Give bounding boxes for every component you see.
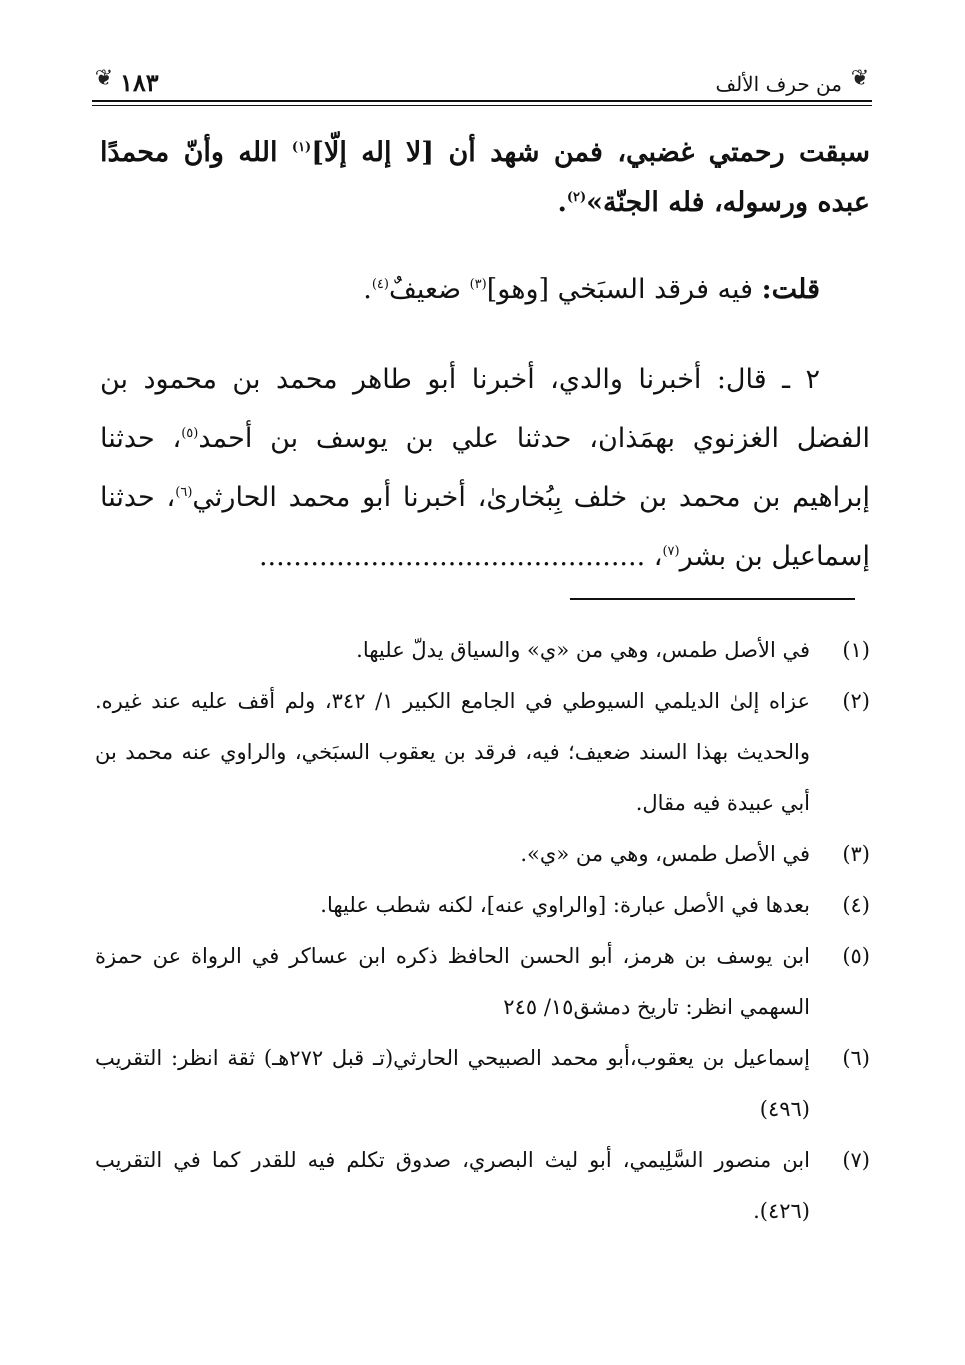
comment-text-2: ضعيفٌ [388, 274, 470, 305]
footnote-item [95, 625, 870, 676]
footnote-ref-2[interactable]: (٢) [566, 190, 587, 205]
footnote-item [95, 1135, 870, 1237]
footnote-text: في الأصل طمس، وهي من «ي» والسياق يدلّ عليها. [356, 638, 810, 662]
footnote-item [95, 676, 870, 829]
footnote-ref-4[interactable]: (٤) [371, 277, 389, 292]
footnote-number: (٤) [842, 893, 870, 917]
comment-end: . [363, 274, 372, 305]
footnote-text: إسماعيل بن يعقوب،أبو محمد الصبيحي الحارثي(تـ قبل ٢٧٢هـ) ثقة انظر: التقريب (٤٩٦) [95, 1046, 810, 1121]
chapter-title: من حرف الألف [715, 72, 842, 96]
footnote-number: (١) [842, 638, 870, 662]
footnote-text: عزاه إلىٰ الديلمي السيوطي في الجامع الكبير ١/ ٣٤٢، ولم أقف عليه عند غيره. والحديث بهذا السند ضعيف؛ فيه، فرقد بن يعقوب السبَخي، والراوي عنه محمد بن أبي عبيدة فيه مقال. [95, 689, 810, 815]
isnad-text-2: ، حدثنا إبراهيم بن محمد بن خلف بِبُخارىٰ، أخبرنا أبو محمد الحارثي [100, 423, 870, 513]
isnad-text: ٢ ـ قال: أخبرنا والدي، أخبرنا أبو طاهر محمد بن محمود بن الفضل الغزنوي بهمَذان، حدثنا علي بن يوسف بن أحمد [100, 364, 870, 454]
para1-text-cont: الله وأنّ محمدًا عبده ورسوله، فله الجنّة» [100, 137, 870, 218]
footnote-ref-3[interactable]: (٣) [469, 277, 487, 292]
ellipsis-dots: ............................................. [258, 541, 646, 572]
footnote-number: (٣) [842, 842, 870, 866]
footnote-ref-1[interactable]: (١) [291, 140, 312, 155]
footnote-separator [570, 598, 855, 600]
footnote-ref-5[interactable]: (٥) [181, 426, 199, 441]
footnote-number: (٧) [842, 1148, 870, 1172]
para1-text: سبقت رحمتي غضبي، فمن شهد أن [لا إله إلّا] [311, 137, 870, 168]
page-number: ١٨٣ [120, 68, 159, 97]
header-rule [92, 100, 872, 102]
footnote-item [95, 829, 870, 880]
footnote-ref-7[interactable]: (٧) [662, 544, 680, 559]
footnote-item [95, 931, 870, 1033]
footnote-number: (٥) [842, 944, 870, 968]
footnote-item [95, 880, 870, 931]
comment-label: قلت: [761, 274, 820, 305]
footnote-ref-6[interactable]: (٦) [175, 485, 193, 500]
footnote-item [95, 1033, 870, 1135]
comment-text: فيه فرقد السبَخي [وهو] [486, 274, 762, 305]
footnote-text: بعدها في الأصل عبارة: [والراوي عنه]، لكنه شطب عليها. [320, 893, 810, 917]
para1-end: . [557, 187, 567, 218]
footnote-text: ابن يوسف بن هرمز، أبو الحسن الحافظ ذكره ابن عساكر في الرواة عن حمزة السهمي انظر: تاريخ دمشق١٥/ ٢٤٥ [95, 944, 810, 1019]
hadith-paragraph-end [100, 128, 870, 228]
running-header [92, 62, 872, 102]
footnote-number: (٦) [842, 1046, 870, 1070]
isnad-text-4: ، [645, 541, 663, 572]
footnotes-section [95, 625, 870, 1237]
isnad-paragraph [100, 350, 870, 586]
footnote-text: في الأصل طمس، وهي من «ي». [520, 842, 810, 866]
header-rule-thin [92, 105, 872, 106]
footnote-text: ابن منصور السَّلِيمي، أبو ليث البصري، صدوق تكلم فيه للقدر كما في التقريب (٤٢٦). [95, 1148, 810, 1223]
isnad-text-3: ، حدثنا إسماعيل بن بشر [100, 482, 870, 572]
ornament-right-icon: ❦ [850, 66, 870, 91]
comment-paragraph [50, 268, 870, 312]
ornament-left-icon: ❦ [94, 66, 114, 91]
footnote-number: (٢) [842, 689, 870, 713]
